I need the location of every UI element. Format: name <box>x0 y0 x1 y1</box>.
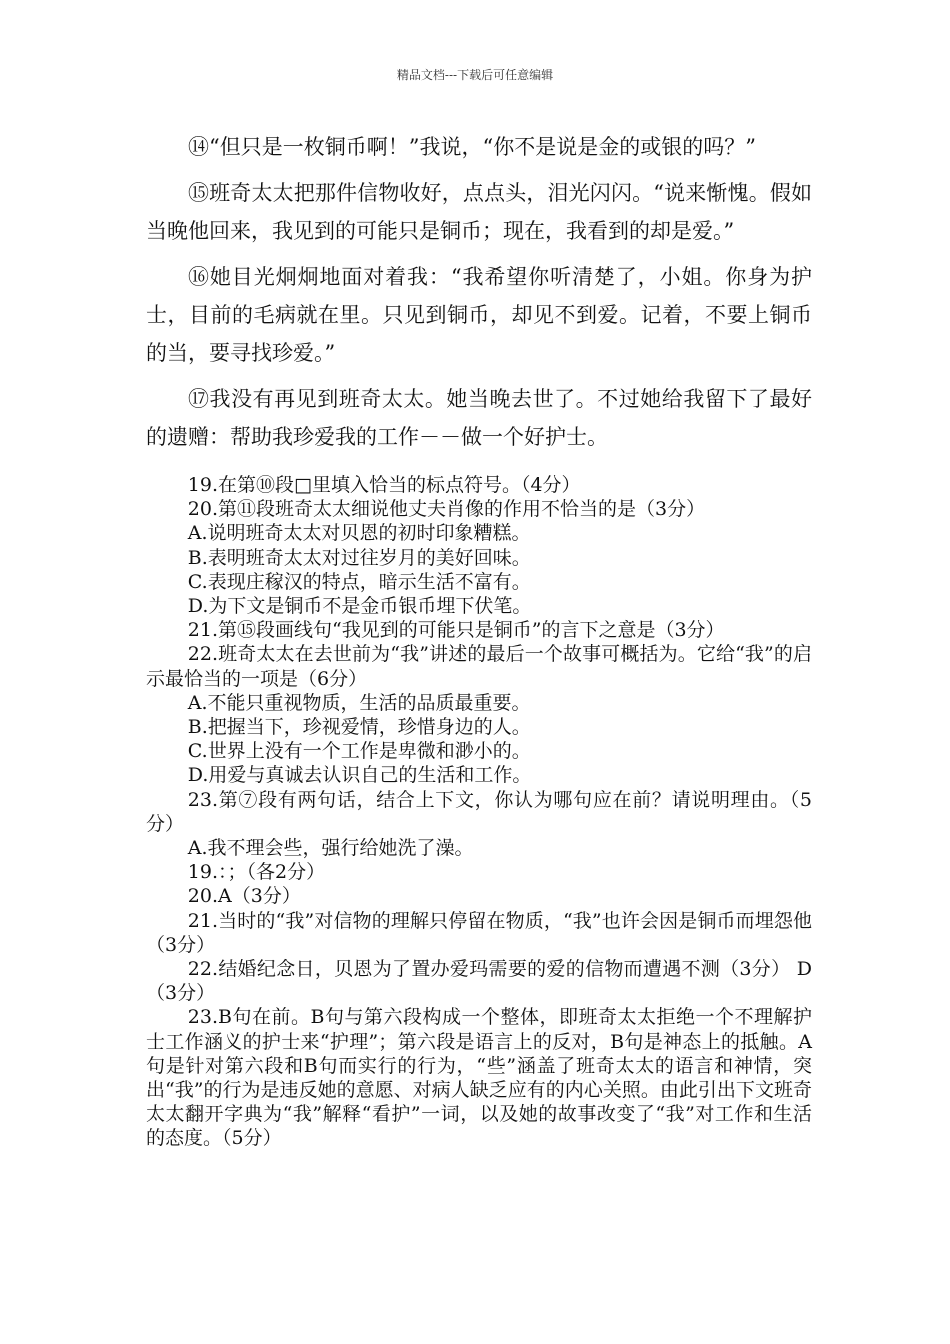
question-19: 19.在第⑩段□里填入恰当的标点符号。（4分） <box>187 474 581 496</box>
question-20-option-a: A.说明班奇太太对贝恩的初时印象糟糕。 <box>187 522 531 545</box>
answer-20: 20.A（3分） <box>187 885 301 908</box>
paragraph-16: ⑯她目光炯炯地面对着我：“我希望你听清楚了，小姐。你身为护士，目前的毛病就在里。只见到铜币，却见不到爱。记着，不要上铜币的当，要寻找珍爱。” <box>146 265 812 365</box>
paragraph-17: ⑰我没有再见到班奇太太。她当晚去世了。不过她给我留下了最好的遗赠：帮助我珍爱我的工作－－做一个好护士。 <box>146 387 812 449</box>
question-23-option-a: A.我不理会些，强行给她洗了澡。 <box>187 837 474 860</box>
question-22-option-b: B.把握当下，珍视爱情，珍惜身边的人。 <box>187 716 531 739</box>
answer-23: 23.B句在前。B句与第六段构成一个整体，即班奇太太拒绝一个不理解护士工作涵义的护士来“护理”；第六段是语言上的反对，B句是神态上的抵触。A句是针对第六段和B句而实行的行为，“些”涵盖了班奇太太的语言和神情，突出“我”的行为是违反她的意愿、对病人缺乏应有的内心关照。由此引出下文班奇太太翻开字典为“我”解释“看护”一词，以及她的故事改变了“我”对工作和生活的态度。（5分） <box>146 1006 812 1150</box>
question-20-option-b: B.表明班奇太太对过往岁月的美好回味。 <box>187 546 531 569</box>
paragraph-14: ⑭“但只是一枚铜币啊！”我说，“你不是说是金的或银的吗？” <box>188 135 756 159</box>
questions-and-answers <box>146 473 812 1151</box>
question-20-option-c: C.表现庄稼汉的特点，暗示生活不富有。 <box>187 570 531 593</box>
answer-21: 21.当时的“我”对信物的理解只停留在物质，“我”也许会因是铜币而埋怨他（3分） <box>146 909 812 956</box>
answer-19: 19.：；（各2分） <box>187 861 326 884</box>
paragraph-15: ⑮班奇太太把那件信物收好，点点头，泪光闪闪。“说来惭愧。假如当晚他回来，我见到的可能只是铜币；现在，我看到的却是爱。” <box>146 181 812 243</box>
question-22-option-c: C.世界上没有一个工作是卑微和渺小的。 <box>187 740 531 763</box>
question-23: 23.第⑦段有两句话，结合上下文，你认为哪句应在前？请说明理由。（5分） <box>146 788 812 835</box>
watermark-header: 精品文档---下载后可任意编辑 <box>396 68 554 82</box>
question-21: 21.第⑮段画线句“我见到的可能只是铜币”的言下之意是（3分） <box>187 619 725 642</box>
question-20-option-d: D.为下文是铜币不是金币银币埋下伏笔。 <box>187 595 532 618</box>
question-22-option-d: D.用爱与真诚去认识自己的生活和工作。 <box>187 764 532 787</box>
passage <box>146 128 812 464</box>
question-20: 20.第⑪段班奇太太细说他丈夫肖像的作用不恰当的是（3分） <box>187 498 706 521</box>
question-22: 22.班奇太太在去世前为“我”讲述的最后一个故事可概括为。它给“我”的启示最恰当的一项是（6分） <box>146 643 812 690</box>
question-22-option-a: A.不能只重视物质，生活的品质最重要。 <box>187 691 531 714</box>
answer-22: 22.结婚纪念日，贝恩为了置办爱玛需要的爱的信物而遭遇不测（3分） D（3分） <box>146 958 812 1005</box>
